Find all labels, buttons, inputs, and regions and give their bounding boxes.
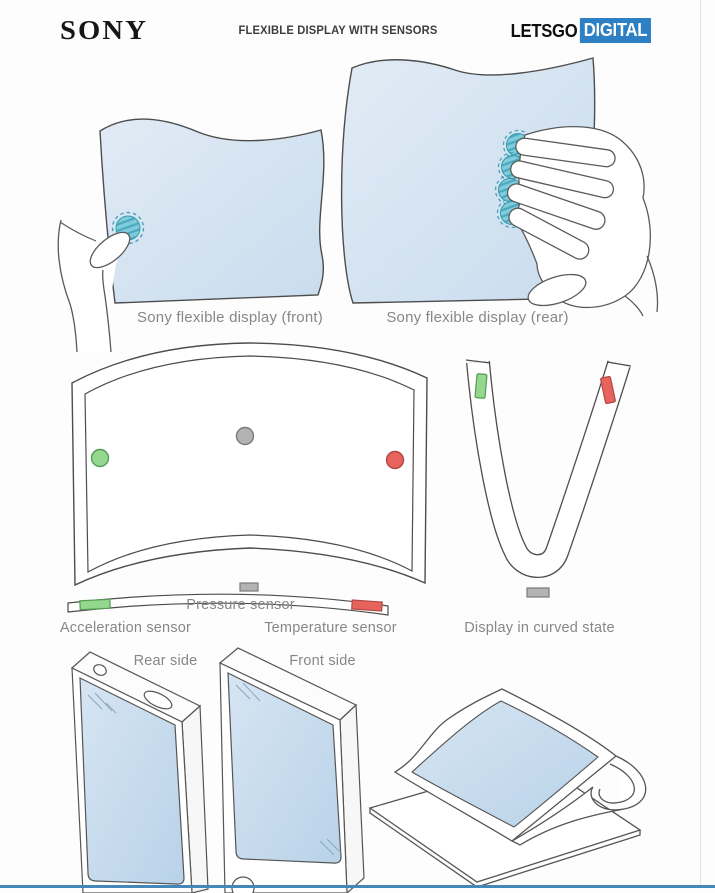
label-curved-state: Display in curved state — [464, 620, 615, 636]
phone-front-side — [220, 648, 364, 893]
phone-rear-side — [72, 652, 208, 893]
page-title: FLEXIBLE DISPLAY WITH SENSORS — [238, 25, 438, 37]
pressure-sensor-chip — [240, 583, 258, 591]
sheet-outline — [100, 119, 324, 303]
label-pressure-sensor: Pressure sensor — [186, 597, 295, 613]
label-acceleration-sensor: Acceleration sensor — [59, 620, 192, 636]
figure-phones-and-folded-display — [0, 645, 715, 893]
label-front-side: Front side — [289, 653, 356, 669]
bottom-accent-line — [0, 885, 715, 888]
temperature-sensor-chip — [352, 600, 383, 611]
pressure-sensor-chip — [527, 588, 549, 597]
right-border-line — [700, 0, 701, 886]
caption-front-display: Sony flexible display (front) — [137, 309, 323, 326]
acceleration-sensor-dot — [92, 450, 109, 467]
letsgodigital-logo — [511, 18, 651, 43]
label-rear-side: Rear side — [133, 653, 198, 669]
temperature-sensor-dot — [387, 452, 404, 469]
logo-digital: DIGITAL — [580, 18, 651, 43]
caption-rear-display: Sony flexible display (rear) — [386, 309, 569, 326]
folded-display — [370, 689, 646, 887]
label-temperature-sensor: Temperature sensor — [264, 620, 397, 636]
acceleration-sensor-chip — [80, 599, 110, 610]
acceleration-sensor-chip — [475, 374, 487, 399]
pressure-sensor-dot — [237, 428, 254, 445]
sony-logo: SONY — [60, 15, 148, 45]
logo-letsgo: LETSGO — [510, 19, 578, 41]
figure-display-curved-state — [455, 350, 635, 605]
figure-rear-display — [325, 50, 690, 342]
figure-curved-display-front — [55, 330, 450, 630]
